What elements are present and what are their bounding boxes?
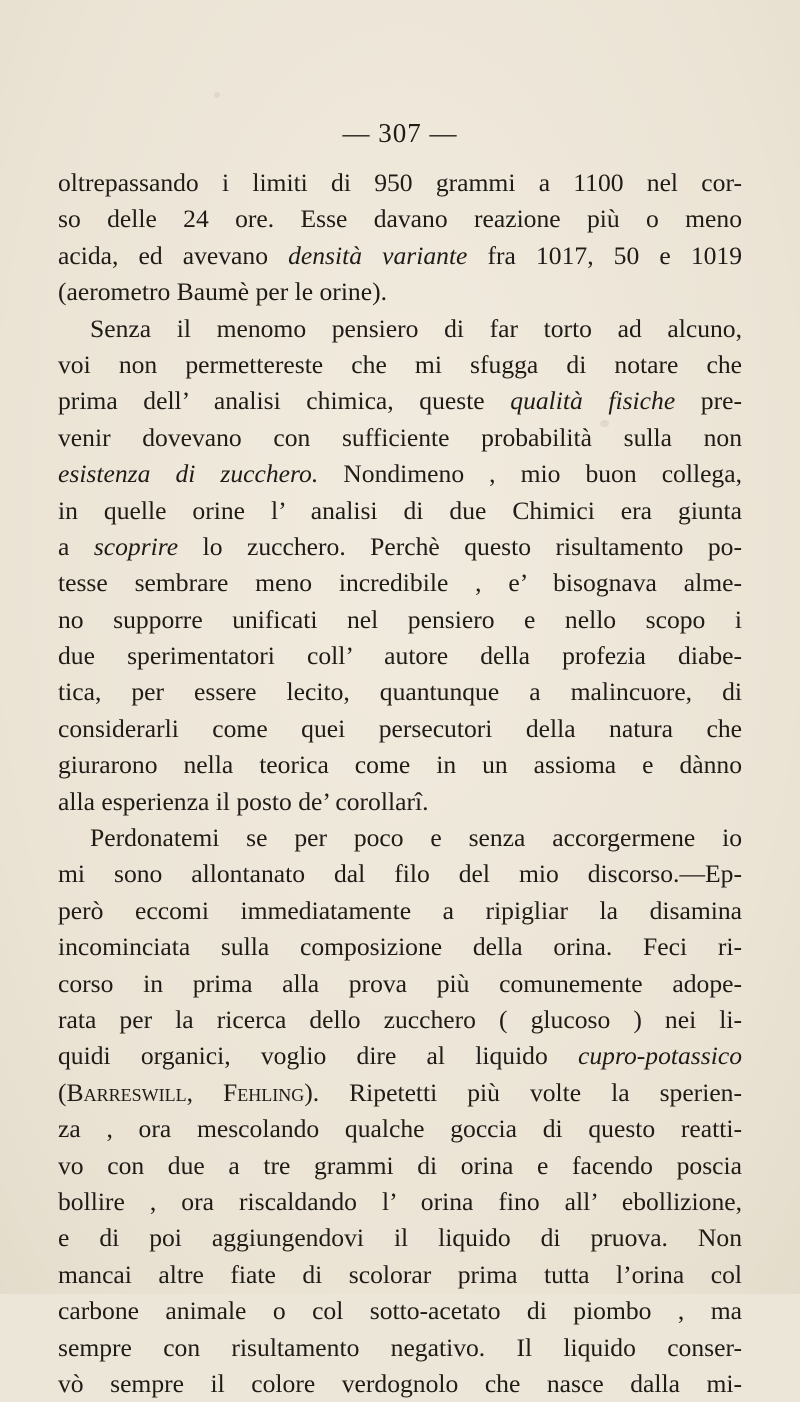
text-line: [58, 856, 742, 892]
text-segment: tica, per essere lecito, quantunque a malincuore, di: [58, 677, 742, 707]
text-segment: a: [58, 531, 94, 561]
text-line: [58, 784, 742, 820]
text-segment: tesse sembrare meno incredibile , e’ bisognava alme-: [58, 568, 742, 598]
text-line: [58, 420, 742, 456]
text-segment: ). Ripetetti più volte la sperien-: [304, 1077, 742, 1107]
text-line: [58, 966, 742, 1002]
text-line: [58, 929, 742, 965]
text-segment: bollire , ora riscaldando l’ orina fino all’ ebollizione,: [58, 1186, 742, 1216]
text-line: [58, 747, 742, 783]
text-segment: so delle 24 ore. Esse davano reazione più o meno: [58, 204, 742, 234]
text-segment: fra 1017, 50 e 1019: [467, 240, 743, 270]
text-line: [58, 1257, 742, 1293]
text-line: [58, 165, 742, 201]
text-segment: corso in prima alla prova più comunemente adope-: [58, 968, 742, 998]
text-segment: vo con due a tre grammi di orina e facendo poscia: [58, 1150, 742, 1180]
text-line: [58, 711, 742, 747]
text-segment: Perdonatemi se per poco e senza accorgermene io: [90, 823, 742, 853]
text-segment: no supporre unificati nel pensiero e nello scopo i: [58, 604, 742, 634]
text-line: [58, 1184, 742, 1220]
text-line: [58, 238, 742, 274]
text-segment: za , ora mescolando qualche goccia di questo reatti-: [58, 1114, 742, 1144]
text-segment: Nondimeno , mio buon collega,: [318, 459, 742, 489]
text-line: [58, 529, 742, 565]
text-line: [58, 1293, 742, 1329]
text-line: [58, 1111, 742, 1147]
text-segment: rata per la ricerca dello zucchero ( glucoso ) nei li-: [58, 1004, 742, 1034]
text-line: [58, 1330, 742, 1366]
text-segment: due sperimentatori coll’ autore della profezia diabe-: [58, 641, 742, 671]
author-name: Barreswill: [66, 1077, 187, 1107]
paper-stain: [214, 92, 220, 98]
text-line: [58, 1075, 742, 1111]
body-text: [58, 165, 742, 1402]
text-line: [58, 383, 742, 419]
text-segment: pre-: [675, 386, 742, 416]
text-segment: (aerometro Baumè per le orine).: [58, 277, 388, 307]
text-segment: quidi organici, voglio dire al liquido: [58, 1041, 579, 1071]
text-segment: voi non permettereste che mi sfugga di notare che: [58, 349, 742, 379]
text-line: [58, 1038, 742, 1074]
text-segment: e di poi aggiungendovi il liquido di pruova. Non: [58, 1223, 742, 1253]
text-line: [58, 274, 742, 310]
italic-text: cupro-potassico: [578, 1041, 742, 1071]
text-segment: acida, ed avevano: [58, 240, 289, 270]
text-segment: incominciata sulla composizione della orina. Feci ri-: [58, 932, 742, 962]
text-segment: lo zucchero. Perchè questo risultamento po-: [178, 531, 742, 561]
text-segment: mi sono allontanato dal filo del mio discorso.—Ep-: [58, 859, 742, 889]
italic-text: densità variante: [288, 240, 468, 270]
text-line: [58, 674, 742, 710]
italic-text: scoprire: [93, 531, 179, 561]
italic-text: qualità fisiche: [510, 386, 676, 416]
text-segment: in quelle orine l’ analisi di due Chimici era giunta: [58, 495, 742, 525]
text-segment: prima dell’ analisi chimica, queste: [58, 386, 511, 416]
italic-text: esistenza di zucchero.: [58, 459, 319, 489]
text-segment: venir dovevano con sufficiente probabilità sulla non: [58, 422, 742, 452]
text-segment: carbone animale o col sotto-acetato di piombo , ma: [58, 1296, 742, 1326]
text-line: [58, 893, 742, 929]
text-line: [58, 565, 742, 601]
text-line: [58, 456, 742, 492]
text-line: [58, 201, 742, 237]
text-segment: oltrepassando i limiti di 950 grammi a 1100 nel cor-: [58, 168, 742, 197]
text-segment: (: [58, 1077, 67, 1107]
author-name: Fehling: [222, 1077, 305, 1107]
text-line: [58, 1366, 742, 1402]
text-line: [58, 820, 742, 856]
text-line: [58, 602, 742, 638]
text-line: [58, 1220, 742, 1256]
text-line: [58, 311, 742, 347]
text-segment: giurarono nella teorica come in un assioma e dànno: [58, 750, 742, 780]
text-segment: Senza il menomo pensiero di far torto ad alcuno,: [90, 313, 742, 343]
text-line: [58, 638, 742, 674]
text-line: [58, 493, 742, 529]
text-segment: alla esperienza il posto de’ corollarî.: [58, 786, 429, 816]
text-line: [58, 1148, 742, 1184]
text-line: [58, 347, 742, 383]
page-number: — 307 —: [342, 118, 458, 148]
text-segment: però eccomi immediatamente a ripigliar la disamina: [58, 895, 742, 925]
text-segment: considerarli come quei persecutori della natura che: [58, 713, 742, 743]
text-segment: vò sempre il colore verdognolo che nasce dalla mi-: [58, 1368, 742, 1398]
text-segment: mancai altre fiate di scolorar prima tutta l’orina col: [58, 1259, 742, 1289]
text-segment: ,: [186, 1077, 223, 1107]
text-segment: sempre con risultamento negativo. Il liquido conser-: [58, 1332, 742, 1362]
text-line: [58, 1002, 742, 1038]
